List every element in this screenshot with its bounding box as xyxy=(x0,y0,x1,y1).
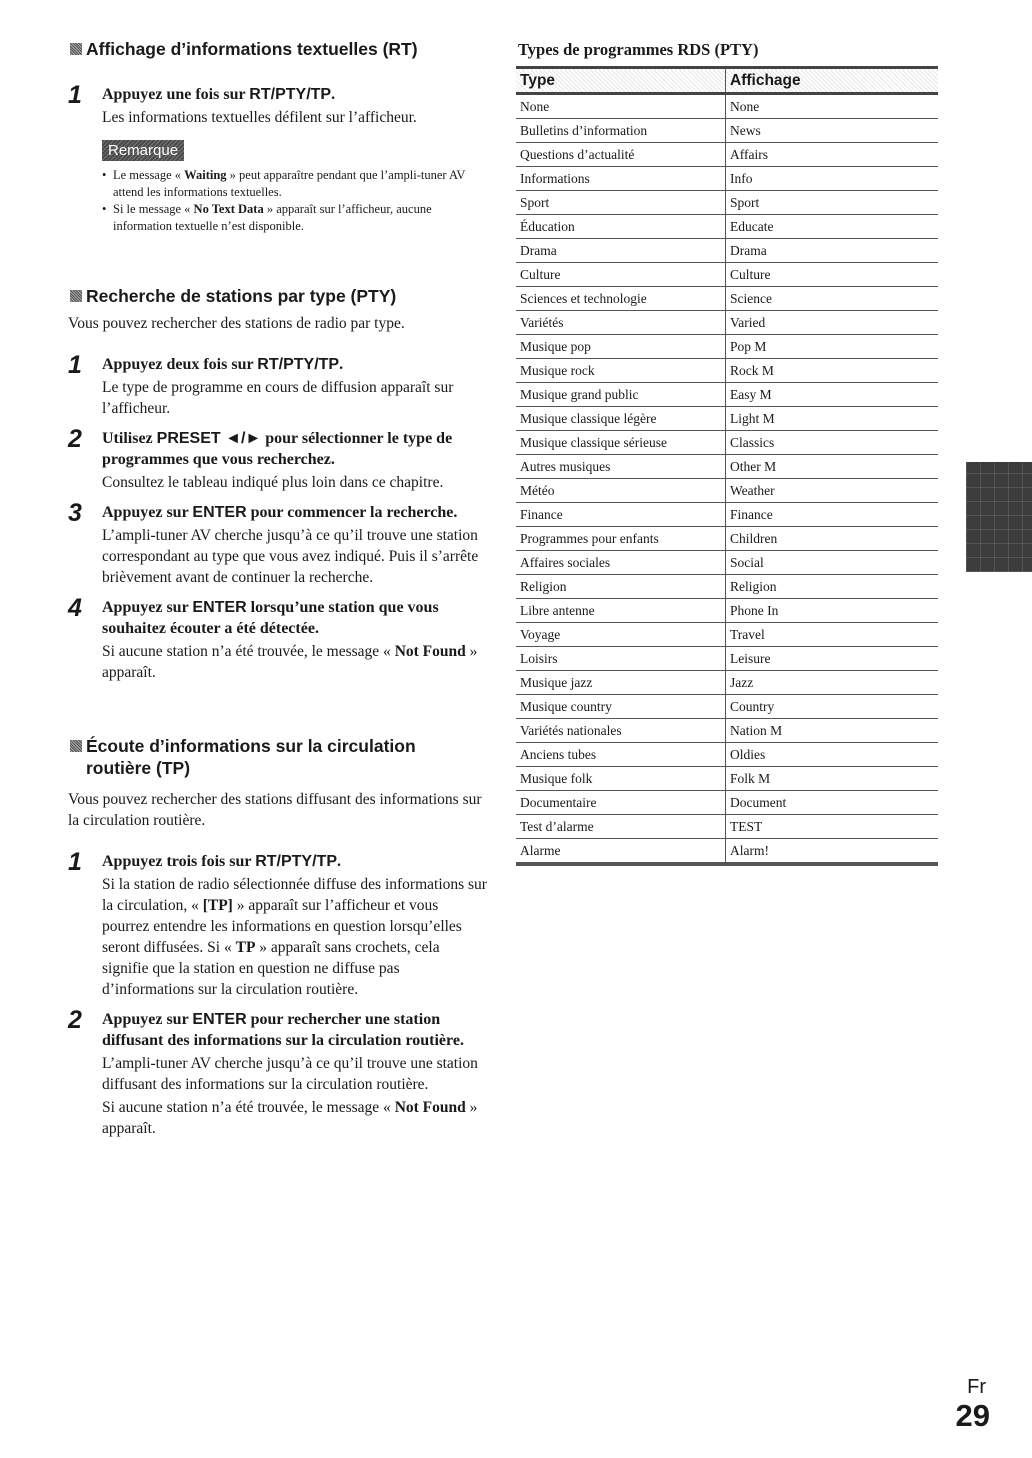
table-row xyxy=(516,599,938,623)
cell-display: Light M xyxy=(726,407,939,431)
table-row xyxy=(516,311,938,335)
cell-type: Musique grand public xyxy=(516,383,726,407)
cell-display: News xyxy=(726,119,939,143)
cell-type: Bulletins d’information xyxy=(516,119,726,143)
section-square-icon xyxy=(70,740,82,752)
cell-type: Questions d’actualité xyxy=(516,143,726,167)
cell-type: Météo xyxy=(516,479,726,503)
step-number: 3 xyxy=(68,499,82,527)
table-row xyxy=(516,143,938,167)
table-row xyxy=(516,167,938,191)
step-title: Appuyez une fois sur RT/PTY/TP. xyxy=(102,86,336,103)
cell-type: Sport xyxy=(516,191,726,215)
cell-type: Libre antenne xyxy=(516,599,726,623)
cell-display: Affairs xyxy=(726,143,939,167)
step-number: 4 xyxy=(68,594,82,622)
cell-display: Document xyxy=(726,791,939,815)
cell-type: Autres musiques xyxy=(516,455,726,479)
cell-display: Other M xyxy=(726,455,939,479)
note-item: • Si le message « No Text Data » apparaît sur l’afficheur, aucune information textuelle n’est disponible. xyxy=(102,201,488,235)
cell-type: Sciences et technologie xyxy=(516,287,726,311)
cell-type: Musique folk xyxy=(516,767,726,791)
table-row xyxy=(516,191,938,215)
section-heading-rt: Affichage d’informations textuelles (RT) xyxy=(68,38,488,60)
table-row xyxy=(516,431,938,455)
left-column xyxy=(68,38,488,1139)
cell-type: Musique rock xyxy=(516,359,726,383)
cell-display: Weather xyxy=(726,479,939,503)
cell-display: Jazz xyxy=(726,671,939,695)
cell-type: Programmes pour enfants xyxy=(516,527,726,551)
cell-type: Musique jazz xyxy=(516,671,726,695)
cell-display: Social xyxy=(726,551,939,575)
page-language: Fr xyxy=(967,1376,986,1398)
cell-display: Drama xyxy=(726,239,939,263)
cell-type: Variétés nationales xyxy=(516,719,726,743)
table-row xyxy=(516,719,938,743)
pty-step-2 xyxy=(68,425,488,493)
cell-type: Loisirs xyxy=(516,647,726,671)
table-body xyxy=(516,94,938,865)
cell-type: Affaires sociales xyxy=(516,551,726,575)
cell-display: Easy M xyxy=(726,383,939,407)
chapter-tab xyxy=(966,462,1032,572)
table-row xyxy=(516,551,938,575)
step-body: L’ampli-tuner AV cherche jusqu’à ce qu’il trouve une station diffusant des informations sur la circulation routière. xyxy=(102,1055,478,1093)
table-row xyxy=(516,815,938,839)
pty-step-4 xyxy=(68,594,488,683)
table-row xyxy=(516,647,938,671)
cell-display: TEST xyxy=(726,815,939,839)
step-title: Appuyez trois fois sur RT/PTY/TP. xyxy=(102,853,341,870)
table-row xyxy=(516,839,938,865)
pty-intro: Vous pouvez rechercher des stations de radio par type. xyxy=(68,315,405,332)
pty-step-1 xyxy=(68,351,488,419)
table-row xyxy=(516,407,938,431)
table-title: Types de programmes RDS (PTY) xyxy=(518,40,759,59)
table-row xyxy=(516,695,938,719)
cell-type: Alarme xyxy=(516,839,726,865)
table-row xyxy=(516,503,938,527)
cell-display: Folk M xyxy=(726,767,939,791)
section-heading-tp: Écoute d’informations sur la circulation routière (TP) xyxy=(68,735,488,779)
cell-display: Sport xyxy=(726,191,939,215)
step-number: 2 xyxy=(68,1006,82,1034)
cell-display: Finance xyxy=(726,503,939,527)
table-row xyxy=(516,575,938,599)
cell-type: Drama xyxy=(516,239,726,263)
tp-step-1 xyxy=(68,848,488,1000)
table-row xyxy=(516,119,938,143)
step-title: Appuyez deux fois sur RT/PTY/TP. xyxy=(102,356,344,373)
table-row xyxy=(516,94,938,119)
cell-display: Alarm! xyxy=(726,839,939,865)
step-number: 1 xyxy=(68,351,82,379)
step-title: Appuyez sur ENTER pour rechercher une station diffusant des informations sur la circulation routière. xyxy=(102,1011,464,1049)
cell-display: Rock M xyxy=(726,359,939,383)
column-header-type: Type xyxy=(516,68,726,94)
column-header-display: Affichage xyxy=(726,68,939,94)
note-item: • Le message « Waiting » peut apparaître pendant que l’ampli-tuner AV attend les informations textuelles. xyxy=(102,167,488,201)
cell-display: None xyxy=(726,94,939,119)
table-row xyxy=(516,527,938,551)
tp-intro: Vous pouvez rechercher des stations diffusant des informations sur la circulation routière. xyxy=(68,791,482,829)
cell-display: Country xyxy=(726,695,939,719)
table-row xyxy=(516,767,938,791)
step-title: Appuyez sur ENTER lorsqu’une station que vous souhaitez écouter a été détectée. xyxy=(102,599,439,637)
table-row xyxy=(516,239,938,263)
table-row xyxy=(516,263,938,287)
step-body: Les informations textuelles défilent sur l’afficheur. xyxy=(102,109,417,126)
step-body: Le type de programme en cours de diffusion apparaît sur l’afficheur. xyxy=(102,379,454,417)
step-number: 1 xyxy=(68,848,82,876)
rt-step-1 xyxy=(68,81,488,128)
right-column xyxy=(516,40,938,866)
cell-display: Oldies xyxy=(726,743,939,767)
cell-display: Pop M xyxy=(726,335,939,359)
cell-type: Culture xyxy=(516,263,726,287)
cell-type: Documentaire xyxy=(516,791,726,815)
table-row xyxy=(516,383,938,407)
step-number: 1 xyxy=(68,81,82,109)
cell-display: Classics xyxy=(726,431,939,455)
cell-display: Culture xyxy=(726,263,939,287)
table-row xyxy=(516,359,938,383)
table-row xyxy=(516,743,938,767)
page-number: 29 xyxy=(955,1398,990,1433)
pty-step-3 xyxy=(68,499,488,588)
cell-display: Leisure xyxy=(726,647,939,671)
table-row xyxy=(516,335,938,359)
cell-type: Finance xyxy=(516,503,726,527)
cell-display: Educate xyxy=(726,215,939,239)
cell-display: Travel xyxy=(726,623,939,647)
step-body-extra: Si aucune station n’a été trouvée, le message « Not Found » apparaît. xyxy=(102,1099,478,1137)
cell-type: Religion xyxy=(516,575,726,599)
cell-type: Voyage xyxy=(516,623,726,647)
table-row xyxy=(516,623,938,647)
cell-type: Anciens tubes xyxy=(516,743,726,767)
section-square-icon xyxy=(70,290,82,302)
table-row xyxy=(516,479,938,503)
cell-type: Musique classique légère xyxy=(516,407,726,431)
cell-display: Religion xyxy=(726,575,939,599)
note-badge: Remarque xyxy=(102,140,184,161)
note-list xyxy=(102,167,488,235)
table-row xyxy=(516,671,938,695)
cell-display: Phone In xyxy=(726,599,939,623)
cell-type: Musique country xyxy=(516,695,726,719)
cell-type: Variétés xyxy=(516,311,726,335)
cell-display: Children xyxy=(726,527,939,551)
table-row xyxy=(516,791,938,815)
table-header-row xyxy=(516,68,938,94)
cell-display: Info xyxy=(726,167,939,191)
cell-display: Science xyxy=(726,287,939,311)
cell-display: Varied xyxy=(726,311,939,335)
table-row xyxy=(516,287,938,311)
pty-table xyxy=(516,66,938,866)
cell-type: None xyxy=(516,94,726,119)
cell-display: Nation M xyxy=(726,719,939,743)
table-row xyxy=(516,455,938,479)
step-title: Utilisez PRESET ◄/► pour sélectionner le type de programmes que vous recherchez. xyxy=(102,430,453,468)
section-heading-pty: Recherche de stations par type (PTY) xyxy=(68,285,488,307)
step-body: Si aucune station n’a été trouvée, le message « Not Found » apparaît. xyxy=(102,643,478,681)
step-number: 2 xyxy=(68,425,82,453)
cell-type: Éducation xyxy=(516,215,726,239)
cell-type: Test d’alarme xyxy=(516,815,726,839)
tp-step-2 xyxy=(68,1006,488,1139)
step-body: L’ampli-tuner AV cherche jusqu’à ce qu’il trouve une station correspondant au type que vous avez indiqué. Puis il s’arrête brièvement avant de continuer la recherche. xyxy=(102,527,479,586)
cell-type: Musique pop xyxy=(516,335,726,359)
table-row xyxy=(516,215,938,239)
cell-type: Informations xyxy=(516,167,726,191)
section-square-icon xyxy=(70,43,82,55)
step-title: Appuyez sur ENTER pour commencer la recherche. xyxy=(102,504,458,521)
cell-type: Musique classique sérieuse xyxy=(516,431,726,455)
step-body: Si la station de radio sélectionnée diffuse des informations sur la circulation, « [TP] » apparaît sur l’afficheur et vous pourrez entendre les informations en question lorsqu’elles seront diffusées. Si « TP » apparaît sans crochets, cela signifie que la station en question ne diffuse pas d’informations sur la circulation routière. xyxy=(102,876,487,998)
step-body: Consultez le tableau indiqué plus loin dans ce chapitre. xyxy=(102,474,444,491)
